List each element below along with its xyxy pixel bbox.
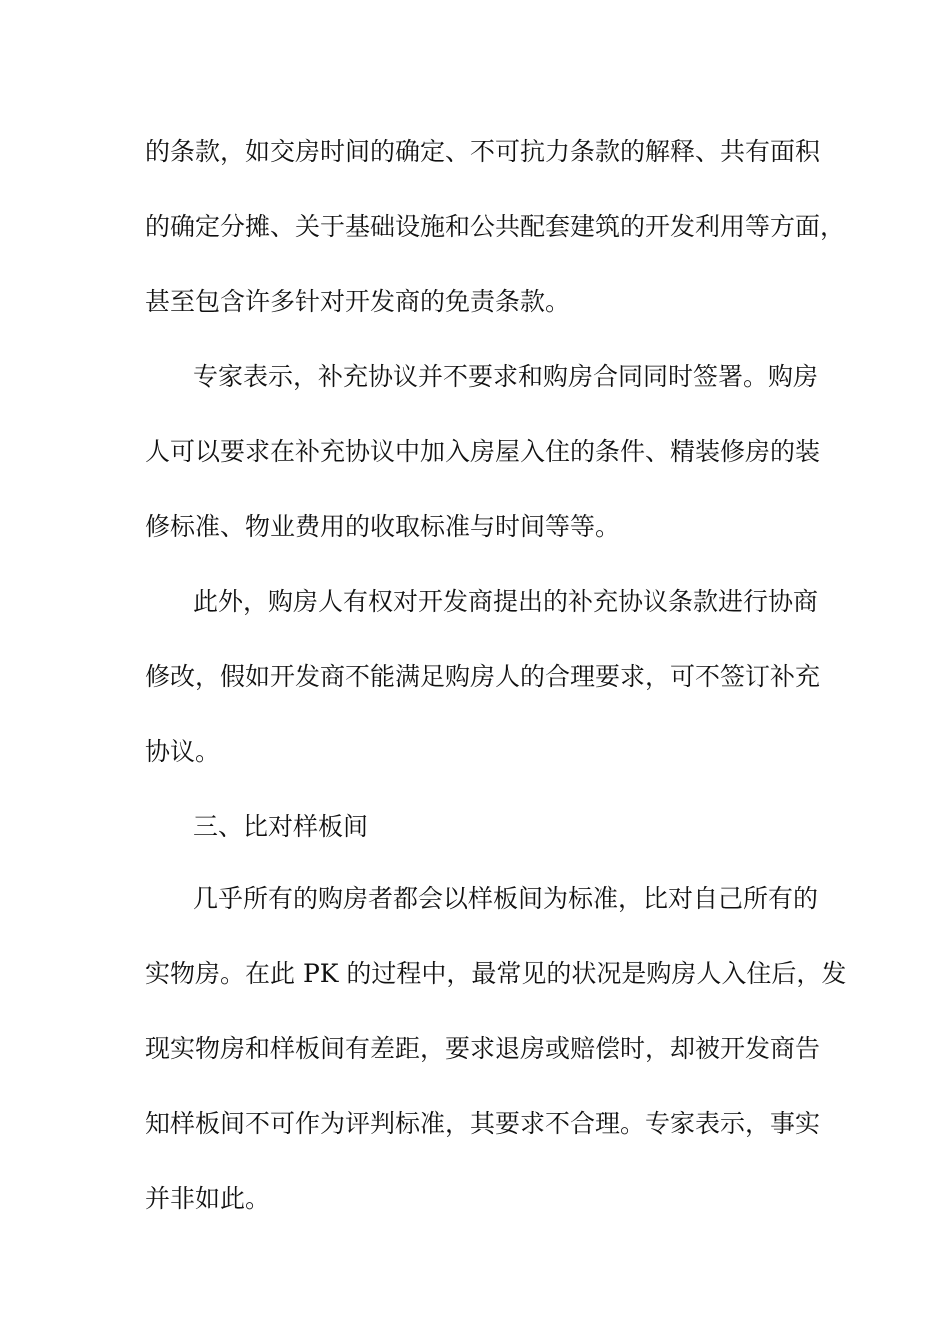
paragraph-line: 的确定分摊、关于基础设施和公共配套建筑的开发利用等方面， bbox=[145, 212, 846, 241]
paragraph-line: 的条款，如交房时间的确定、不可抗力条款的解释、共有面积 bbox=[145, 137, 821, 166]
paragraph-line: 协议。 bbox=[145, 737, 221, 766]
paragraph-line: 甚至包含许多针对开发商的免责条款。 bbox=[145, 287, 571, 316]
paragraph-line: 实物房。在此 PK 的过程中，最常见的状况是购房人入住后，发 bbox=[145, 959, 847, 988]
paragraph-line: 修标准、物业费用的收取标准与时间等等。 bbox=[145, 512, 621, 541]
paragraph-line: 几乎所有的购房者都会以样板间为标准，比对自己所有的 bbox=[193, 884, 819, 913]
paragraph-line: 修改，假如开发商不能满足购房人的合理要求，可不签订补充 bbox=[145, 662, 821, 691]
paragraph-line: 知样板间不可作为评判标准，其要求不合理。专家表示，事实 bbox=[145, 1109, 821, 1138]
paragraph-line: 专家表示，补充协议并不要求和购房合同同时签署。购房 bbox=[193, 362, 819, 391]
paragraph-line: 人可以要求在补充协议中加入房屋入住的条件、精装修房的装 bbox=[145, 437, 821, 466]
paragraph-line: 此外，购房人有权对开发商提出的补充协议条款进行协商 bbox=[193, 587, 819, 616]
section-heading: 三、比对样板间 bbox=[193, 812, 369, 841]
paragraph-line: 并非如此。 bbox=[145, 1184, 271, 1213]
paragraph-line: 现实物房和样板间有差距，要求退房或赔偿时，却被开发商告 bbox=[145, 1034, 821, 1063]
